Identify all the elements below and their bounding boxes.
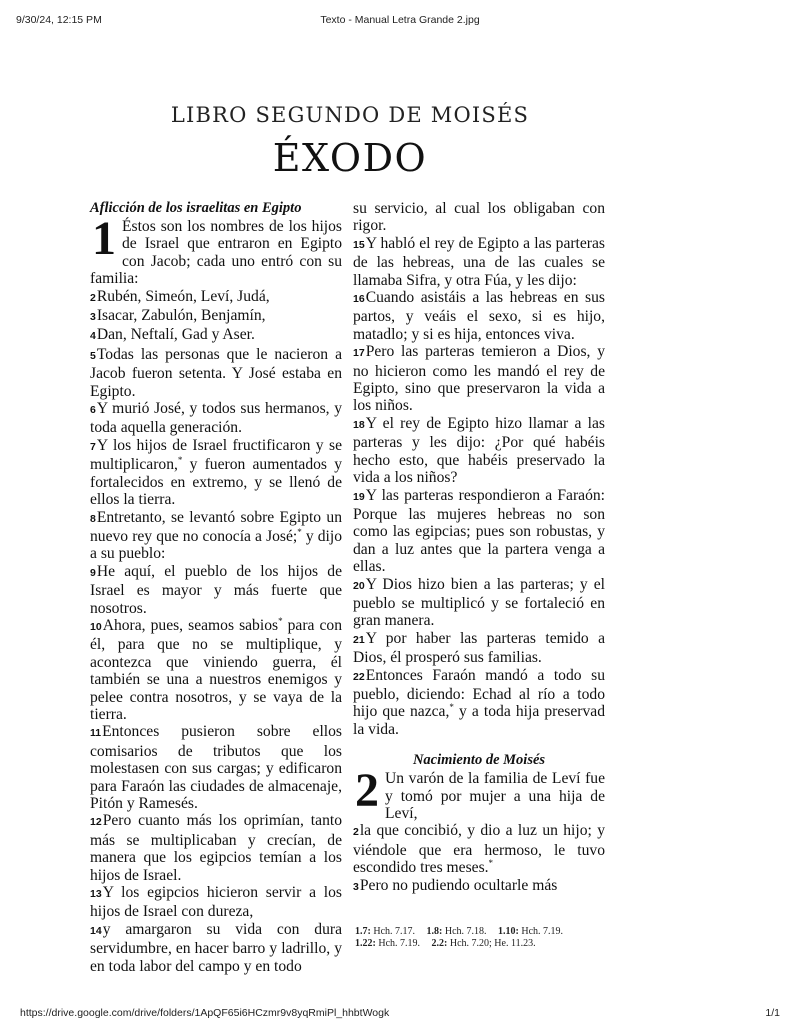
footnote-item: 1.8: Hch. 7.18. [426,926,487,937]
verse-6 [90,400,342,437]
print-header [0,14,800,28]
footnote-marker: * [488,858,494,869]
verse-18 [353,415,605,487]
verse-number: 3 [353,880,359,893]
footnote-ref: 2.2: [431,937,448,949]
verse-text: Pero cuanto más los oprimían, tanto más se multiplicaban y crecían, de manera que los egipcios temían a los hijos de Israel. [90,812,342,884]
verse-number: 13 [90,888,102,901]
verse-1 [353,764,605,822]
verse-text: Isacar, Zabulón, Benjamín, [96,307,266,325]
verse-text: Entonces pusieron sobre ellos comisarios de tributos que los molestasen con sus cargas; y edificaron para Faraón las ciudades de almacenaje, Pitón y Ramesés. [90,723,342,812]
verse-number: 7 [90,440,96,453]
footnote-ref: 1.10: [498,926,519,937]
footnote-marker: * [177,455,183,466]
verse-text: Entonces Faraón mandó a todo su pueblo, diciendo: Echad al río a todo hijo que nazca,* y a toda hija preservad la vida. [353,666,605,738]
verse-text: Dan, Neftalí, Gad y Aser. [96,326,255,344]
verse-21 [353,630,605,667]
verse-text: Rubén, Simeón, Leví, Judá, [96,287,270,305]
verse-16 [353,289,605,343]
footnote-marker: * [278,615,283,626]
verse-number: 6 [90,404,96,417]
verse-number: 3 [90,311,96,324]
verse-number: 5 [90,349,96,362]
verse-7 [90,437,342,509]
footnote-item: 2.2: Hch. 7.20; He. 11.23. [431,937,536,949]
right-verses [353,235,605,738]
footnote-ref: 1.7: [355,926,371,937]
verse-17 [353,343,605,415]
verse-text: Y los egipcios hicieron servir a los hijos de Israel con dureza, [90,884,342,921]
verse-number: 17 [353,347,365,360]
verse-text: Pero no pudiendo ocultarle más [359,876,558,894]
verse-1 [90,212,342,288]
verse-number: 12 [90,816,102,829]
verse-text: Y los hijos de Israel fructificaron y se multiplicaron,* y fueron aumentados y fortalecidos en extremo, y se llenó de ellos la tierra. [90,436,342,509]
verse-number: 8 [90,512,96,525]
verse-text: Y el rey de Egipto hizo llamar a las parteras y les dijo: ¿Por qué habéis hecho esto, que habéis preservado la vida a los niños? [353,414,605,487]
verse-13 [90,884,342,921]
verse-text: Pero las parteras temieron a Dios, y no hicieron como les mandó el rey de Egipto, sino que preservaron la vida a los niños. [353,343,605,415]
section-heading-affliction: Aflicción de los israelitas en Egipto [90,200,302,216]
verse-number: 15 [353,238,365,251]
verse-19 [353,487,605,576]
verse-text: Y las parteras respondieron a Faraón: Porque las mujeres hebreas no son como las egipcias; pues son robustas, y dan a luz antes que la partera venga a ellas. [353,486,605,576]
verse-number: 14 [90,924,102,937]
verse-5 [90,346,342,400]
verse-text: Un varón de la familia de Leví fue y tomó por mujer a una hija de Leví, [385,770,605,822]
verse-number: 4 [90,330,96,343]
footnotes [355,926,615,949]
verse-number: 22 [353,670,365,683]
verse-text: Cuando asistáis a las hebreas en sus partos, y veáis el sexo, si es hijo, matadlo; y si es hija, entonces viva. [353,289,605,343]
verse-number: 2 [353,826,359,839]
verse-22 [353,667,605,739]
section-heading-birth-of-moses: Nacimiento de Moisés [412,752,546,769]
verse-number: 18 [353,418,365,431]
footnote-marker: * [449,702,454,713]
verse-text: Ahora, pues, seamos sabios* para con él, para que no se multiplique, y acontezca que viniendo guerra, él también se una a nuestros enemigos y pelee contra nosotros, y se vaya de la tierra. [90,615,342,723]
verse-3 [90,307,342,326]
verse-number: 19 [353,490,365,503]
verse-11 [90,723,342,812]
verse-text: Todas las personas que le nacieron a Jacob fueron setenta. Y José estaba en Egipto. [90,345,342,400]
footnote-ref: 1.22: [355,937,376,949]
print-page-count: 1/1 [765,1007,780,1019]
print-datetime: 9/30/24, 12:15 PM [16,14,102,26]
chapter-number: 1 [92,212,116,265]
print-url: https://drive.google.com/drive/folders/1ApQF65i6HCzmr9v8yqRmiPl_hhbtWogk [20,1007,390,1019]
verse-15 [353,235,605,289]
print-doc-title: Texto - Manual Letra Grande 2.jpg [320,14,480,26]
verse-text: Éstos son los nombres de los hijos de Israel que entraron en Egipto con Jacob; cada uno entró con su familia: [90,218,342,288]
verse-number: 20 [353,579,365,592]
verse-text: Y por haber las parteras temido a Dios, él prosperó sus familias. [353,629,605,667]
verse-14 [90,921,342,975]
right-verses-chapter-2 [353,764,605,896]
verse-number: 16 [353,293,365,306]
verse-text: la que concibió, y dio a luz un hijo; y viéndole que era hermoso, le tuvo escondido tres meses.* [353,822,605,877]
left-verses [90,212,342,975]
left-column [90,200,342,975]
verse-2 [353,822,605,876]
verse-3 [353,877,605,896]
footnote-ref: 1.8: [426,926,443,937]
right-column [353,200,605,896]
verse-number: 10 [90,620,102,633]
verse-2 [90,288,342,307]
verse-20 [353,576,605,630]
verse-text: Entretanto, se levantó sobre Egipto un nuevo rey que no conocía a José;* y dijo a su pueblo: [90,508,342,563]
verse-text: Y Dios hizo bien a las parteras; y el pueblo se multiplicó y se fortaleció en gran manera. [353,575,605,630]
verse-text: Y murió José, y todos sus hermanos, y toda aquella generación. [90,400,342,437]
verse-number: 9 [90,566,96,579]
verse-text: Y habló el rey de Egipto a las parteras de las hebreas, una de las cuales se llamaba Sifra, y otra Fúa, y les dijo: [353,234,605,289]
continuation-text: su servicio, al cual los obligaban con rigor. [353,200,605,235]
footnote-item: 1.22: Hch. 7.19. [355,937,421,949]
verse-10 [90,617,342,723]
footnote-item: 1.10: Hch. 7.19. [498,926,564,937]
verse-number: 2 [90,291,96,304]
chapter-number: 2 [355,764,379,818]
book-subtitle: LIBRO SEGUNDO DE MOISÉS [170,103,530,127]
verse-8 [90,509,342,563]
verse-4 [90,326,342,345]
verse-text: He aquí, el pueblo de los hijos de Israel es mayor y más fuerte que nosotros. [90,562,342,617]
footnote-marker: * [297,526,302,537]
book-title: ÉXODO [272,136,428,180]
verse-text: y amargaron su vida con dura servidumbre, en hacer barro y ladrillo, y en toda labor del campo y en todo [90,920,342,975]
print-footer [0,1007,800,1021]
footnote-item: 1.7: Hch. 7.17. [355,926,416,937]
verse-12 [90,812,342,884]
verse-9 [90,563,342,617]
verse-number: 11 [90,727,102,740]
verse-number: 21 [353,633,365,646]
